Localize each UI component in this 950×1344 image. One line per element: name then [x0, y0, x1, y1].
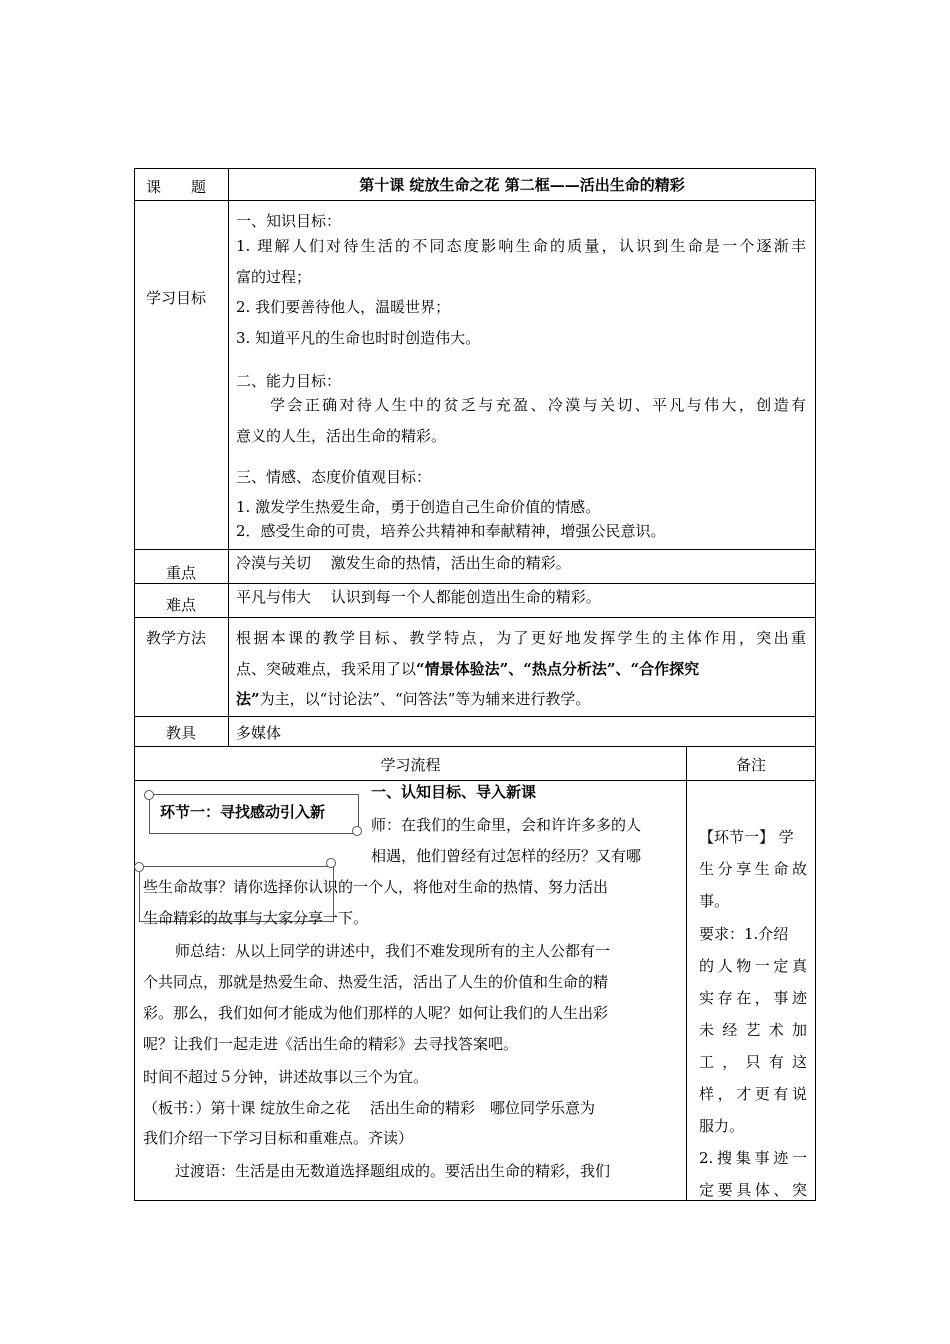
lesson-title: 第十课 绽放生命之花 第二框——活出生命的精彩	[359, 176, 685, 194]
note-line: 2.搜集事迹一	[699, 1149, 807, 1167]
flow-header: 学习流程	[380, 756, 441, 774]
difficulty-label: 难点	[166, 596, 197, 614]
scroll-banner-label: 环节一：寻找感动引入新	[160, 803, 326, 821]
tools-text: 多媒体	[236, 724, 282, 742]
note-line: 生分享生命故	[699, 860, 807, 878]
note-line: 工，只有这	[699, 1053, 807, 1071]
table-row-line	[134, 583, 816, 584]
flow-p1-line4: 生命精彩的故事与大家分享一下。	[143, 909, 369, 927]
knowledge-item-1-line2: 富的过程；	[236, 268, 312, 286]
flow-p2-line4: 呢？让我们一起走进《活出生命的精彩》去寻找答案吧。	[143, 1035, 519, 1053]
flow-p4-line2: 我们介绍一下学习目标和重难点。齐读）	[143, 1129, 414, 1147]
note-line: 实存在，事迹	[699, 989, 807, 1007]
flow-p2-line1: 师总结：从以上同学的讲述中，我们不难发现所有的主人公都有一	[175, 942, 611, 960]
knowledge-item-1-line1: 1. 理解人们对待生活的不同态度影响生命的质量，认识到生命是一个逐渐丰	[236, 237, 806, 255]
method-line1: 根据本课的教学目标、教学特点，为了更好地发挥学生的主体作用，突出重	[236, 629, 806, 647]
note-line: 要求：1.介绍	[699, 925, 789, 943]
scroll-curl	[326, 858, 336, 868]
note-line: 样，才更有说	[699, 1085, 807, 1103]
method-label: 教学方法	[146, 629, 207, 647]
table-divider-notes	[686, 746, 687, 1201]
method-line2-bold: “情景体验法”、“热点分析法”、“合作探究	[416, 660, 700, 678]
flow-p1-line1: 师：在我们的生命里，会和许许多多的人	[371, 816, 642, 834]
ability-line1: 学会正确对待人生中的贫乏与充盈、冷漠与关切、平凡与伟大，创造有	[270, 396, 806, 414]
note-line: 的人物一定真	[699, 957, 807, 975]
table-border-right	[815, 168, 816, 1201]
table-row-line	[134, 746, 816, 747]
notes-header: 备注	[735, 756, 766, 774]
tools-label: 教具	[166, 724, 197, 742]
method-line3-plain: 为主，以“讨论法”、“问答法”等为辅来进行教学。	[259, 690, 591, 708]
table-border-left	[134, 168, 135, 1201]
scroll-curl	[144, 790, 154, 800]
emotion-heading: 三、情感、态度价值观目标：	[236, 468, 432, 486]
flow-p1-line3: 些生命故事？请你选择你认识的一个人，将他对生命的热情、努力活出	[143, 878, 609, 896]
ability-heading: 二、能力目标：	[236, 372, 342, 390]
table-row-line	[134, 780, 816, 781]
flow-p3: 时间不超过５分钟，讲述故事以三个为宜。	[143, 1068, 429, 1086]
table-border-top	[134, 168, 816, 169]
lesson-title-label: 课 题	[146, 178, 207, 196]
flow-p4-line1: （板书：）第十课 绽放生命之花 活出生命的精彩 哪位同学乐意为	[143, 1099, 596, 1117]
table-row-line	[134, 716, 816, 717]
table-divider-col	[228, 168, 229, 746]
flow-p2-line3: 彩。那么，我们如何才能成为他们那样的人呢？如何让我们的人生出彩	[143, 1004, 609, 1022]
method-line3-bold: 法”	[236, 690, 260, 708]
table-row-line	[134, 617, 816, 618]
knowledge-item-2: 2. 我们要善待他人，温暖世界；	[236, 298, 451, 316]
note-line: 未经艺术加	[699, 1021, 807, 1039]
knowledge-item-3: 3. 知道平凡的生命也时时创造伟大。	[236, 329, 481, 347]
emotion-item-1: 1. 激发学生热爱生命，勇于创造自己生命价值的情感。	[236, 498, 601, 516]
scroll-curl	[134, 862, 144, 872]
flow-p5: 过渡语：生活是由无数道选择题组成的。要活出生命的精彩，我们	[175, 1162, 611, 1180]
knowledge-heading: 一、知识目标：	[236, 212, 342, 230]
section-heading: 一、认知目标、导入新课	[371, 783, 537, 801]
key-point-label: 重点	[166, 564, 197, 582]
flow-p2-line2: 个共同点，那就是热爱生命、热爱生活，活出了人生的价值和生命的精	[143, 973, 609, 991]
method-line2	[236, 659, 699, 679]
note-line: 定要具体、突	[699, 1181, 807, 1199]
emotion-item-2: 2．感受生命的可贵，培养公共精神和奉献精神，增强公民意识。	[236, 522, 666, 540]
note-line: 【环节一】 学	[699, 828, 794, 846]
ability-line2: 意义的人生，活出生命的精彩。	[236, 427, 447, 445]
table-border-bottom	[134, 1200, 816, 1201]
method-line2-plain: 点、突破难点，我采用了以	[236, 660, 417, 678]
note-line: 服力。	[699, 1117, 745, 1135]
note-line: 事。	[699, 892, 730, 910]
method-line3	[236, 689, 590, 709]
key-point-text: 冷漠与关切 激发生命的热情，活出生命的精彩。	[236, 554, 571, 572]
flow-p1-line2: 相遇，他们曾经有过怎样的经历？又有哪	[371, 847, 642, 865]
table-row-line	[134, 549, 816, 550]
table-row-line	[134, 200, 816, 201]
objectives-label: 学习目标	[146, 289, 207, 307]
scroll-curl	[352, 826, 362, 836]
difficulty-text: 平凡与伟大 认识到每一个人都能创造出生命的精彩。	[236, 588, 601, 606]
